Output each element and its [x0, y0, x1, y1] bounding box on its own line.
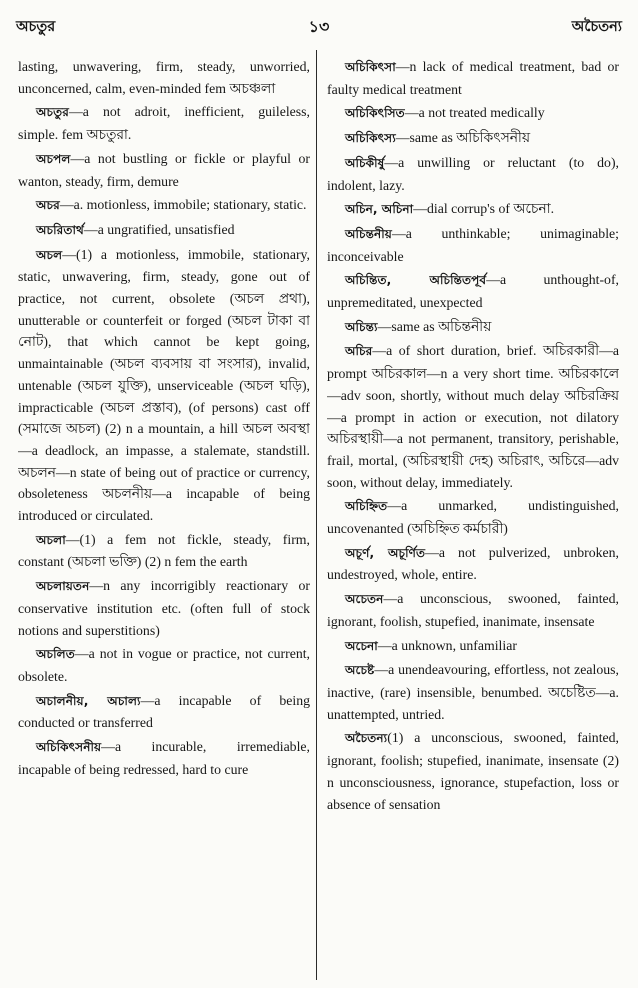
entry-headword: অচিকিৎসনীয়	[36, 740, 102, 755]
dictionary-entry	[327, 198, 619, 221]
left-guide-word: অচতুর	[16, 19, 56, 35]
dictionary-entry	[327, 588, 619, 632]
entry-headword: অচতুর	[36, 105, 69, 120]
entry-definition: —a unthought-of, unpremeditated, unexpected	[327, 272, 619, 311]
dictionary-entry	[18, 643, 310, 687]
dictionary-entry	[18, 736, 310, 780]
column-divider	[316, 50, 317, 980]
dictionary-entry	[327, 727, 619, 815]
entry-headword: অচিকিৎস্য	[345, 131, 396, 146]
entry-definition: —a unmarked, undistinguished, uncovenanted (অচিহ্নিত কর্মচারী)	[327, 498, 619, 537]
entry-definition: —a unthinkable; unimaginable; inconceivable	[327, 225, 619, 264]
entry-headword: অচূর্ণ, অচূর্ণিত	[345, 545, 426, 560]
entry-headword: অচপল	[36, 151, 71, 166]
entry-definition: —a not bustling or fickle or playful or wanton, steady, firm, demure	[18, 150, 310, 189]
entry-definition: —a unendeavouring, effortless, not zealous, inactive, (rare) insensible, benumbed. অচেষ্টিত—a. unattempted, untried.	[327, 662, 619, 722]
dictionary-entry	[327, 127, 619, 150]
entry-definition: —a unwilling or reluctant (to do), indolent, lazy.	[327, 154, 619, 193]
entry-headword: অচালনীয়, অচাল্য	[36, 693, 141, 708]
page-header	[14, 6, 624, 34]
dictionary-entry	[327, 635, 619, 658]
entry-headword: অচিকিৎসিত	[345, 106, 405, 121]
entry-headword: অচিন, অচিনা	[345, 202, 414, 217]
entry-definition: —a not adroit, inefficient, guileless, simple. fem অচতুরা.	[18, 104, 310, 143]
entry-headword: অচেষ্ট	[345, 663, 375, 678]
dictionary-entry	[327, 542, 619, 586]
entry-headword: অচেতন	[345, 592, 384, 607]
entry-definition: —same as অচিকিৎসনীয়	[395, 130, 531, 146]
entry-definition: (1) a unconscious, swooned, fainted, ignorant, foolish; stupefied, inanimate, insensate (2) n unconsciousness, ignorance, stupefaction, loss or absence of sensation	[327, 730, 619, 812]
dictionary-entry	[18, 219, 310, 242]
entry-headword: অচৈতন্য	[345, 731, 388, 746]
entry-headword: অচরিতার্থ	[36, 222, 84, 237]
entry-definition: —a incurable, irremediable, incapable of being redressed, hard to cure	[18, 739, 310, 777]
entry-definition: —a not pulverized, unbroken, undestroyed, whole, entire.	[327, 544, 619, 583]
dictionary-entry	[18, 56, 310, 99]
dictionary-entry	[18, 690, 310, 734]
dictionary-entry	[18, 194, 310, 217]
dictionary-entry	[327, 340, 619, 493]
dictionary-entry	[327, 102, 619, 125]
entry-headword: অচর	[36, 198, 60, 213]
entry-definition: —(1) a fem not fickle, steady, firm, constant (অচলা ভক্তি) (2) n fem the earth	[18, 531, 310, 570]
entry-definition: —n any incorrigibly reactionary or conservative institution etc. (often full of stock notions and superstitions)	[18, 578, 310, 638]
entry-definition: —dial corrup's of অচেনা.	[413, 201, 555, 217]
entry-headword: অচলিত	[36, 647, 75, 662]
page-number: ১৩	[308, 17, 330, 36]
entry-definition: —(1) a motionless, immobile, stationary, static, unwavering, firm, steady, gone out of practice, not current, obsolete (অচল প্রথা), unutterable or counterfeit or forged (অচল টাকা বা নোট), that which cannot be kept going, unmaintainable (অচল ব্যবসায় বা সংসার), invalid, untenable (অচল যুক্তি), unserviceable (অচল ঘড়ি), impracticable (অচল প্রস্তাব), (of persons) cast off (সমাজে অচল) (2) n a mountain, a hill অচল অবস্থা—a deadlock, an impasse, a stalemate, standstill. অচলন—n state of being out of practice or currency, obsoleteness অচলনীয়—a incapable of being introduced or circulated.	[18, 246, 310, 524]
entry-headword: অচলায়তন	[36, 579, 90, 594]
dictionary-entry	[18, 148, 310, 192]
entry-headword: অচিন্ত্য	[345, 319, 378, 334]
entry-definition: —a of short duration, brief. অচিরকারী—a prompt অচিরকাল—n a very short time. অচিরকালে—adv soon, shortly, without much delay অচিরক্রিয়—a prompt in action or execution, not dilatory অচিরস্থায়ী—a not permanent, transitory, perishable, frail, mortal, (অচিরস্থায়ী দেহ) অচিরাৎ, অচিরে—adv soon, without delay, immediately.	[327, 343, 619, 490]
entry-definition: —a. motionless, immobile; stationary, static.	[59, 197, 307, 213]
entry-definition: —a unknown, unfamiliar	[377, 637, 517, 653]
dictionary-entry	[327, 316, 619, 339]
dictionary-entry	[327, 223, 619, 267]
entry-headword: অচিন্তনীয়	[345, 226, 392, 241]
left-column	[18, 56, 310, 978]
dictionary-entry	[327, 659, 619, 725]
dictionary-entry	[327, 152, 619, 196]
entry-headword: অচল	[36, 247, 63, 262]
entry-headword: অচির	[345, 344, 373, 359]
entry-definition: —a unconscious, swooned, fainted, ignorant, foolish, stupefied, inanimate, insensate	[327, 591, 619, 629]
entry-headword: অচিহ্নিত	[345, 499, 388, 514]
entry-definition: —n lack of medical treatment, bad or faulty medical treatment	[327, 59, 619, 97]
entry-headword: অচেনা	[345, 638, 378, 653]
entry-headword: অচিন্তিত, অচিন্তিতপূর্ব	[345, 273, 487, 288]
dictionary-entry	[18, 244, 310, 527]
dictionary-entry	[327, 495, 619, 539]
entry-definition: —same as অচিন্তনীয়	[377, 318, 492, 334]
dictionary-entry	[18, 529, 310, 573]
dictionary-entry	[18, 575, 310, 641]
entry-definition: —a incapable of being conducted or transferred	[18, 692, 310, 731]
entry-definition: —a not treated medically	[404, 105, 545, 121]
entry-definition: —a ungratified, unsatisfied	[83, 221, 235, 237]
dictionary-entry	[18, 101, 310, 145]
entry-headword: অচিকীর্ষু	[345, 155, 385, 170]
entry-definition: lasting, unwavering, firm, steady, unworried, unconcerned, calm, even-minded fem অচঞ্চলা	[18, 59, 310, 96]
entry-definition: —a not in vogue or practice, not current, obsolete.	[18, 646, 310, 684]
right-guide-word: অচৈতন্য	[571, 19, 622, 35]
right-column	[327, 56, 619, 978]
entry-headword: অচলা	[36, 532, 66, 547]
entry-headword: অচিকিৎসা	[345, 60, 396, 74]
dictionary-entry	[327, 56, 619, 100]
dictionary-entry	[327, 269, 619, 313]
